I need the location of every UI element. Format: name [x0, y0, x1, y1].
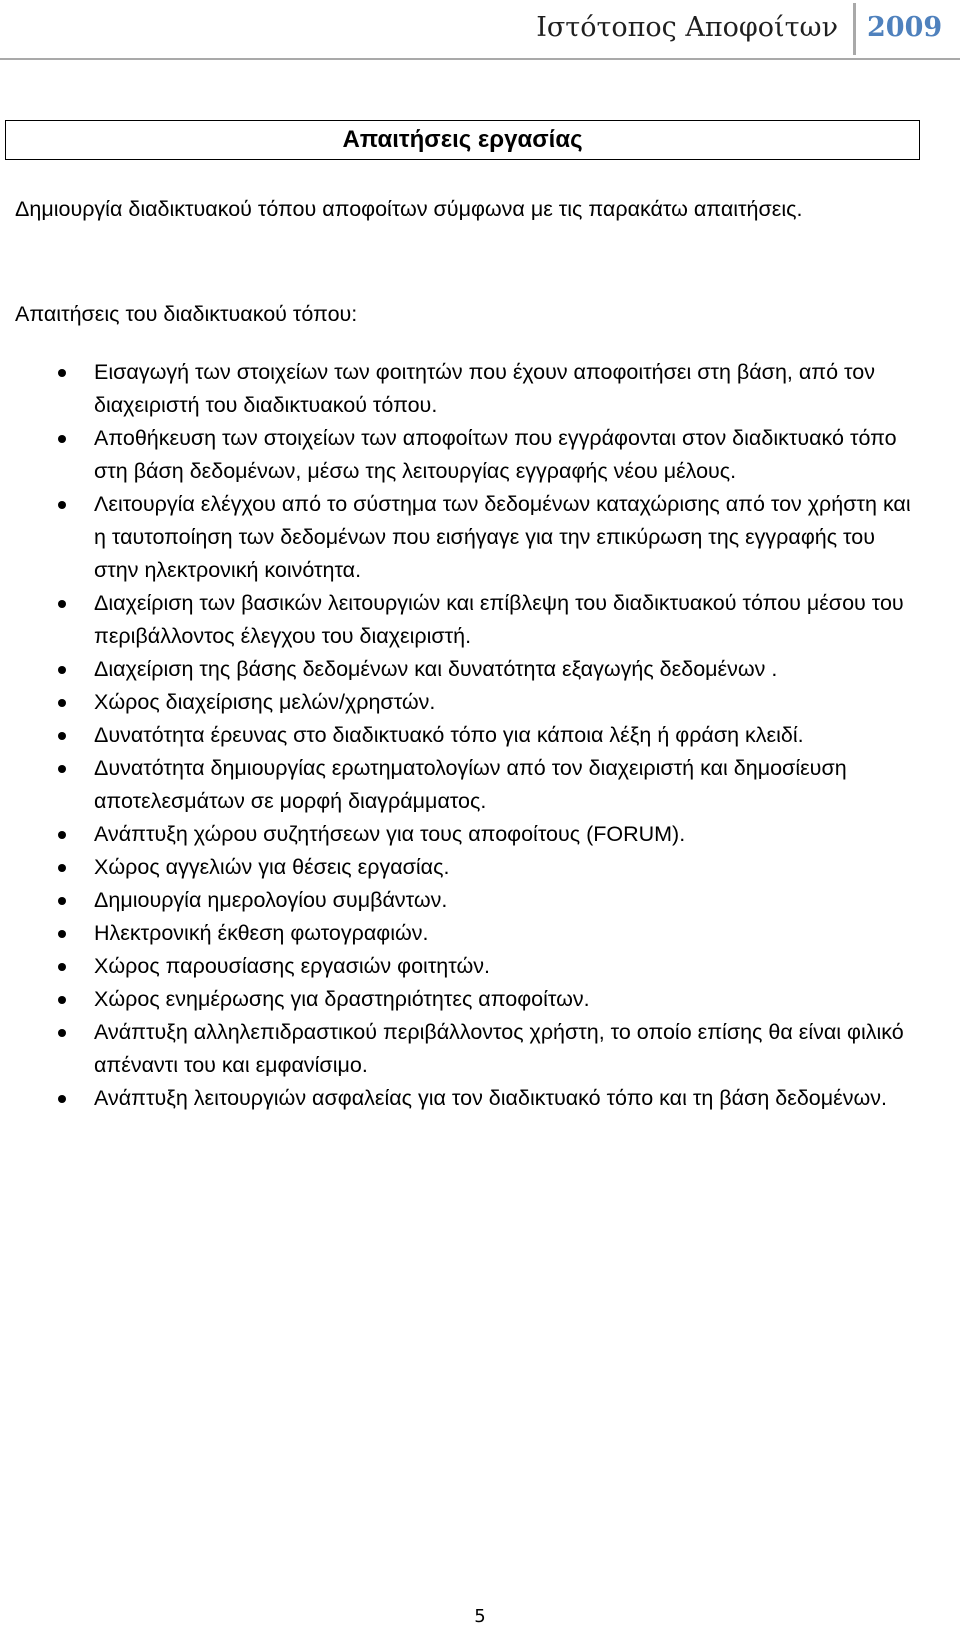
bullet-icon [58, 369, 66, 377]
bullet-icon [58, 732, 66, 740]
requirement-text: Χώρος παρουσίασης εργασιών φοιτητών. [94, 954, 490, 978]
requirement-item [0, 719, 940, 752]
requirement-item [0, 653, 940, 686]
bullet-icon [58, 765, 66, 773]
requirement-item [0, 686, 940, 719]
bullet-icon [58, 996, 66, 1004]
bullet-icon [58, 699, 66, 707]
bullet-icon [58, 963, 66, 971]
requirement-item [0, 587, 940, 653]
bullet-icon [58, 435, 66, 443]
document-title-box [5, 120, 920, 160]
requirement-item [0, 884, 940, 917]
requirement-text: Χώρος διαχείρισης μελών/χρηστών. [94, 690, 436, 714]
bullet-icon [58, 897, 66, 905]
requirement-item [0, 917, 940, 950]
bullet-icon [58, 501, 66, 509]
requirement-item [0, 1082, 940, 1115]
intro-paragraph: Δημιουργία διαδικτυακού τόπου αποφοίτων σύμφωνα με τις παρακάτω απαιτήσεις. [15, 197, 803, 221]
bullet-icon [58, 600, 66, 608]
requirement-text: Ανάπτυξη λειτουργιών ασφαλείας για τον διαδικτυακό τόπο και τη βάση δεδομένων. [94, 1086, 887, 1110]
header-divider [853, 3, 856, 55]
header-year: 2009 [867, 12, 943, 43]
requirement-text: Διαχείριση των βασικών λειτουργιών και επίβλεψη του διαδικτυακού τόπου μέσου του περιβάλλοντος έλεγχου του διαχειριστή. [94, 591, 904, 648]
bullet-icon [58, 864, 66, 872]
page-header [0, 0, 960, 60]
requirement-item [0, 1016, 940, 1082]
requirement-item [0, 983, 940, 1016]
bullet-icon [58, 1029, 66, 1037]
requirement-text: Ηλεκτρονική έκθεση φωτογραφιών. [94, 921, 429, 945]
requirement-item [0, 818, 940, 851]
requirement-item [0, 422, 940, 488]
bullet-icon [58, 930, 66, 938]
requirement-text: Εισαγωγή των στοιχείων των φοιτητών που έχουν αποφοιτήσει στη βάση, από τον διαχειριστή του διαδικτυακού τόπου. [94, 360, 875, 417]
requirement-text: Διαχείριση της βάσης δεδομένων και δυνατότητα εξαγωγής δεδομένων . [94, 657, 778, 681]
requirement-text: Δημιουργία ημερολογίου συμβάντων. [94, 888, 448, 912]
requirements-list [0, 356, 940, 1115]
requirement-text: Ανάπτυξη αλληλεπιδραστικού περιβάλλοντος χρήστη, το οποίο επίσης θα είναι φιλικό απέναντι του και εμφανίσιμο. [94, 1020, 904, 1077]
bullet-icon [58, 831, 66, 839]
requirement-item [0, 752, 940, 818]
header-site-title: Ιστότοπος Αποφοίτων [536, 12, 838, 43]
requirement-text: Χώρος ενημέρωσης για δραστηριότητες αποφοίτων. [94, 987, 590, 1011]
requirements-heading: Απαιτήσεις του διαδικτυακού τόπου: [15, 302, 358, 326]
requirement-item [0, 356, 940, 422]
bullet-icon [58, 666, 66, 674]
requirement-item [0, 950, 940, 983]
requirement-text: Δυνατότητα δημιουργίας ερωτηματολογίων από τον διαχειριστή και δημοσίευση αποτελεσμάτων σε μορφή διαγράμματος. [94, 756, 847, 813]
requirement-text: Δυνατότητα έρευνας στο διαδικτυακό τόπο για κάποια λέξη ή φράση κλειδί. [94, 723, 804, 747]
requirement-text: Χώρος αγγελιών για θέσεις εργασίας. [94, 855, 450, 879]
requirement-text: Αποθήκευση των στοιχείων των αποφοίτων που εγγράφονται στον διαδικτυακό τόπο στη βάση δεδομένων, μέσω της λειτουργίας εγγραφής νέου μέλους. [94, 426, 897, 483]
requirement-item [0, 851, 940, 884]
document-title: Απαιτήσεις εργασίας [342, 126, 583, 153]
requirement-item [0, 488, 940, 587]
requirement-text: Λειτουργία ελέγχου από το σύστημα των δεδομένων καταχώρισης από τον χρήστη και η ταυτοποίηση των δεδομένων που εισήγαγε για την επικύρωση της εγγραφής του στην ηλεκτρονική κοινότητα. [94, 492, 911, 582]
requirement-text: Ανάπτυξη χώρου συζητήσεων για τους αποφοίτους (FORUM). [94, 822, 686, 846]
page-number: 5 [474, 1606, 486, 1627]
bullet-icon [58, 1095, 66, 1103]
